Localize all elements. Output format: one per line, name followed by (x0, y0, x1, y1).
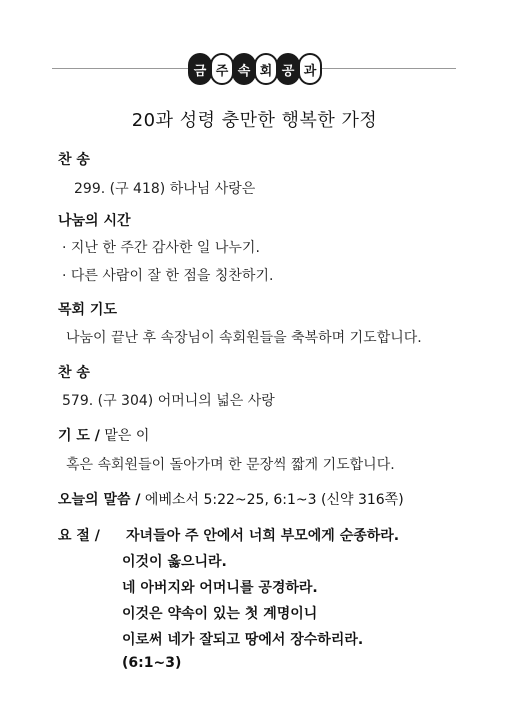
pastoral-prayer-heading: 목회 기도 (58, 302, 117, 318)
prayer-heading-label: 기 도 / (58, 428, 100, 444)
logo-char: 회 (254, 53, 278, 85)
hymn-text: 299. (구 418) 하나님 사랑은 (74, 181, 256, 197)
sharing-item: · 다른 사람이 잘 한 점을 칭찬하기. (62, 268, 274, 284)
key-verse-line: 이것은 약속이 있는 첫 계명이니 (122, 606, 318, 622)
scripture-heading-label: 오늘의 말씀 / (58, 492, 141, 508)
prayer-text: 혹은 속회원들이 돌아가며 한 문장씩 짧게 기도합니다. (66, 457, 395, 473)
key-verse-line: 네 아버지와 어머니를 공경하라. (122, 580, 318, 596)
scripture-heading (58, 489, 404, 509)
sharing-item: · 지난 한 주간 감사한 일 나누기. (62, 240, 260, 256)
sharing-heading: 나눔의 시간 (58, 213, 131, 229)
key-verse-line: 이것이 옳으니라. (122, 554, 227, 570)
logo-char: 속 (232, 53, 256, 85)
header-rule-left (52, 68, 190, 69)
hymn-heading: 찬 송 (58, 152, 90, 168)
hymn-text: 579. (구 304) 어머니의 넓은 사랑 (62, 393, 275, 409)
logo-char: 금 (188, 53, 212, 85)
header-logo (188, 48, 322, 90)
logo-char: 주 (210, 53, 234, 85)
scripture-reference: 에베소서 5:22~25, 6:1~3 (신약 316쪽) (140, 492, 404, 508)
key-verse-reference: (6:1~3) (122, 655, 182, 671)
logo-char: 공 (276, 53, 300, 85)
lesson-title: 20과 성령 충만한 행복한 가정 (131, 110, 378, 131)
prayer-heading (58, 425, 149, 445)
key-verse-line: 자녀들아 주 안에서 너희 부모에게 순종하라. (126, 528, 400, 544)
logo-char: 과 (298, 53, 322, 85)
hymn-heading: 찬 송 (58, 365, 90, 381)
key-verse-line: 이로써 네가 잘되고 땅에서 장수하리라. (122, 632, 364, 648)
prayer-assignee: 맡은 이 (99, 428, 150, 444)
key-verse-heading: 요 절 / (58, 528, 100, 544)
header-rule-right (320, 68, 456, 69)
pastoral-prayer-text: 나눔이 끝난 후 속장님이 속회원들을 축복하며 기도합니다. (66, 330, 422, 346)
